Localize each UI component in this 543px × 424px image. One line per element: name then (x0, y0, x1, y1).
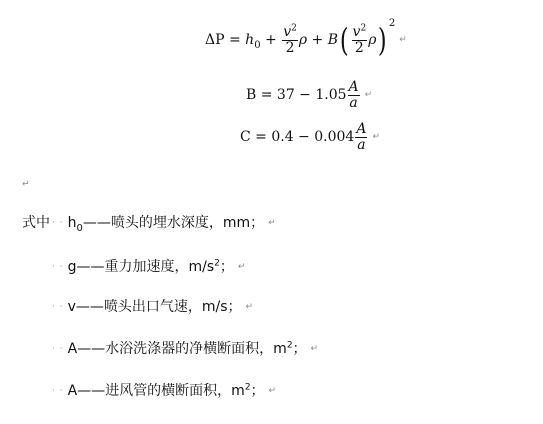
eq1-frac-den: 2 (282, 40, 298, 56)
paragraph-mark-icon: ↵ (399, 35, 407, 45)
paragraph-mark-icon: ↵ (268, 386, 277, 396)
definition-h0 (22, 212, 276, 232)
definition-symbol: g (67, 259, 77, 275)
definition-sup: 2 (286, 340, 293, 351)
definition-g (52, 256, 245, 276)
empty-paragraph (22, 174, 30, 193)
eq1-inner-rho: ρ (368, 32, 377, 48)
eq3-lhs: C = 0.4 − 0.004 (240, 129, 355, 146)
eq1-frac-v-exp: 2 (291, 23, 297, 34)
space-marks: · · (52, 344, 64, 354)
definition-symbol: A (67, 341, 78, 357)
definition-sup: 2 (244, 382, 251, 393)
eq1-left-paren: ( (339, 21, 349, 59)
equation-delta-p (205, 18, 407, 59)
eq1-h-symbol: h (245, 32, 255, 48)
definition-prefix: 式中 (22, 215, 50, 231)
definition-tail: ； (250, 383, 265, 399)
definition-v (52, 296, 253, 316)
eq3-fraction (355, 122, 367, 152)
definition-sup: 2 (214, 258, 220, 269)
definition-A-inlet (52, 380, 276, 400)
eq1-inner-fraction (352, 25, 368, 55)
definition-tail: ； (219, 259, 234, 275)
definition-tail: ； (292, 341, 307, 357)
paragraph-mark-icon: ↵ (22, 179, 30, 190)
eq1-lhs: ΔP = (205, 32, 246, 48)
definition-text: ——水浴洗涤器的净横断面积，m (77, 341, 287, 357)
space-marks: · · (52, 262, 64, 272)
definition-symbol-sub: 0 (76, 222, 83, 234)
eq3-num: A (356, 121, 367, 137)
eq1-inner-v-exp: 2 (360, 23, 367, 34)
definition-symbol: A (67, 383, 78, 399)
paragraph-mark-icon: ↵ (245, 302, 254, 312)
space-marks: · · (52, 386, 64, 396)
definition-text: ——进风管的横断面积，m (77, 383, 245, 399)
eq2-num: A (348, 79, 359, 95)
paragraph-mark-icon: ↵ (310, 344, 319, 354)
paragraph-mark-icon: ↵ (364, 90, 373, 101)
space-marks: · · (52, 302, 64, 312)
definition-text: ——喷头的埋水深度，mm； (82, 215, 265, 231)
eq1-inner-den: 2 (352, 40, 368, 56)
definition-text: ——重力加速度，m/s (76, 259, 215, 275)
paragraph-mark-icon: ↵ (237, 262, 246, 272)
eq1-inner-v: v (352, 23, 361, 40)
eq1-right-paren: ) (378, 21, 388, 59)
eq1-rho: ρ (298, 32, 308, 48)
space-marks: · · (52, 218, 64, 228)
eq1-h-subscript: 0 (254, 39, 261, 51)
equation-c (240, 122, 380, 152)
eq1-frac-v: v (283, 23, 292, 40)
eq1-B: B (327, 32, 339, 48)
paragraph-mark-icon: ↵ (268, 218, 276, 228)
definition-A-scrubber (52, 338, 318, 358)
eq2-fraction (348, 80, 360, 110)
eq2-lhs: B = 37 − 1.05 (246, 87, 347, 104)
eq1-plus-1: + (260, 32, 282, 48)
definition-symbol: v (67, 299, 76, 315)
definition-symbol: h (67, 215, 77, 231)
definition-text: ——喷头出口气速，m/s； (75, 299, 242, 315)
eq2-den: a (349, 94, 358, 111)
eq1-velocity-fraction (282, 25, 298, 55)
paragraph-mark-icon: ↵ (372, 132, 380, 143)
eq1-outer-exponent: 2 (388, 18, 396, 29)
eq1-plus-2: + (307, 32, 328, 48)
eq3-den: a (357, 136, 366, 153)
equation-b (246, 80, 372, 110)
